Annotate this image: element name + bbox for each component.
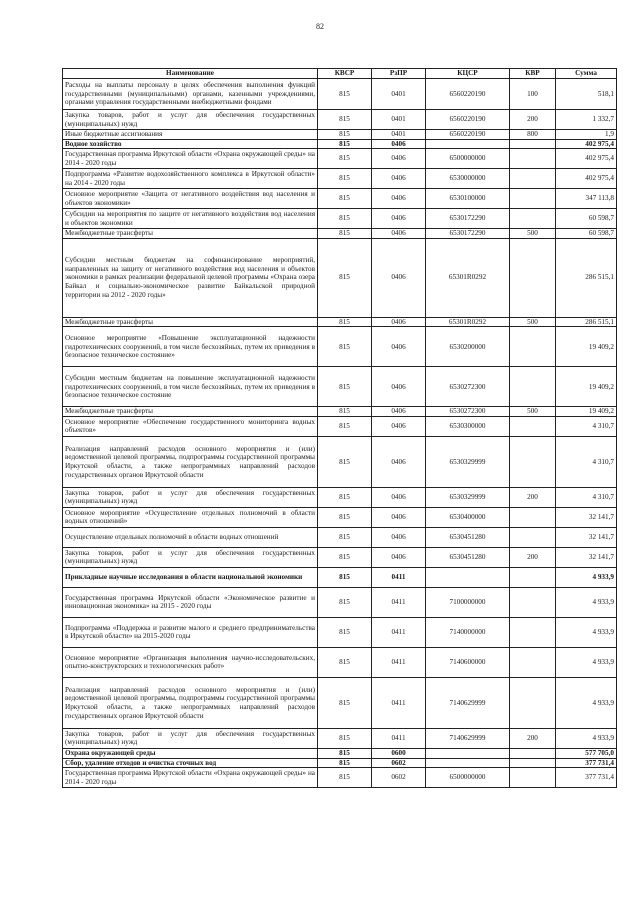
row-kvsr: 815 (318, 327, 372, 367)
row-rzpr: 0406 (372, 317, 426, 327)
row-kvr: 500 (510, 229, 556, 239)
header-kcsr: КЦСР (426, 69, 510, 79)
row-kvsr: 815 (318, 567, 372, 587)
row-kcsr (426, 567, 510, 587)
row-rzpr: 0600 (372, 748, 426, 758)
row-kcsr: 6530100000 (426, 189, 510, 209)
row-rzpr: 0406 (372, 209, 426, 229)
row-kcsr: 6530200000 (426, 327, 510, 367)
row-kcsr: 6500000000 (426, 149, 510, 169)
row-kcsr: 65301R0292 (426, 317, 510, 327)
table-row (63, 130, 617, 140)
row-sum: 32 141,7 (556, 507, 617, 527)
table-row (63, 149, 617, 169)
row-kcsr: 6560220190 (426, 79, 510, 110)
row-rzpr: 0411 (372, 617, 426, 647)
row-sum: 1 332,7 (556, 110, 617, 130)
row-rzpr: 0401 (372, 110, 426, 130)
row-name: Субсидии на мероприятия по защите от негативного воздействия вод населения и объектов экономики (63, 209, 318, 229)
row-name: Расходы на выплаты персоналу в целях обеспечения выполнения функций государственными (муниципальными) органами, казенными учреждениями, органами управления государственными внебюджетными фондами (63, 79, 318, 110)
table-row (63, 587, 617, 617)
row-name: Реализация направлений расходов основного мероприятия и (или) ведомственной целевой программы, подпрограммы государственной программы Иркутской области, а также непрограммных направлений расходов государственных органов Иркутской области (63, 677, 318, 728)
row-kcsr: 6530329999 (426, 436, 510, 487)
row-name: Основное мероприятие «Осуществление отдельных полномочий в области водных отношений» (63, 507, 318, 527)
row-sum: 4 933,9 (556, 617, 617, 647)
row-name: Подпрограмма «Поддержка и развитие малого и среднего предпринимательства в Иркутской области» на 2015-2020 годы (63, 617, 318, 647)
row-kvr: 200 (510, 547, 556, 567)
table-row (63, 748, 617, 758)
row-sum: 286 515,1 (556, 238, 617, 317)
header-name: Наименование (63, 69, 318, 79)
row-sum: 4 310,7 (556, 436, 617, 487)
row-kcsr (426, 139, 510, 149)
row-name: Государственная программа Иркутской области «Охрана окружающей среды» на 2014 - 2020 годы (63, 149, 318, 169)
row-rzpr: 0401 (372, 79, 426, 110)
row-name: Субсидии местным бюджетам на софинансирование мероприятий, направленных на защиту от негативного воздействия вод населения и объектов экономики в рамках реализации федеральной целевой программы «Охрана озера Байкал и социально-экономическое развитие Байкальской природной территории на 2012 - 2020 годы» (63, 238, 318, 317)
row-kvr (510, 189, 556, 209)
header-kvsr: КВСР (318, 69, 372, 79)
row-kvr (510, 567, 556, 587)
row-kvsr: 815 (318, 110, 372, 130)
row-rzpr: 0406 (372, 189, 426, 209)
row-kvr (510, 436, 556, 487)
row-kvr (510, 327, 556, 367)
row-sum: 1,9 (556, 130, 617, 140)
row-rzpr: 0406 (372, 407, 426, 417)
row-kvsr: 815 (318, 436, 372, 487)
row-kvr (510, 587, 556, 617)
table-row (63, 768, 617, 788)
row-name: Основное мероприятие «Организация выполнения научно-исследовательских, опытно-конструкторских и технологических работ» (63, 647, 318, 677)
row-kvsr: 815 (318, 407, 372, 417)
table-row (63, 507, 617, 527)
row-name: Осуществление отдельных полномочий в области водных отношений (63, 527, 318, 547)
row-kcsr: 6530172290 (426, 209, 510, 229)
table-row (63, 367, 617, 407)
table-row (63, 416, 617, 436)
row-rzpr: 0406 (372, 367, 426, 407)
row-name: Основное мероприятие «Защита от негативного воздействия вод населения и объектов экономики» (63, 189, 318, 209)
row-sum: 402 975,4 (556, 139, 617, 149)
row-sum: 32 141,7 (556, 547, 617, 567)
row-kvr (510, 748, 556, 758)
table-row (63, 169, 617, 189)
row-kvr: 100 (510, 79, 556, 110)
table-row (63, 487, 617, 507)
row-rzpr: 0406 (372, 149, 426, 169)
row-kvsr: 815 (318, 748, 372, 758)
row-sum: 19 409,2 (556, 367, 617, 407)
row-name: Закупка товаров, работ и услуг для обеспечения государственных (муниципальных) нужд (63, 110, 318, 130)
row-name: Межбюджетные трансферты (63, 229, 318, 239)
row-sum: 4 310,7 (556, 487, 617, 507)
row-sum: 4 933,9 (556, 567, 617, 587)
table-row (63, 527, 617, 547)
row-kvsr: 815 (318, 416, 372, 436)
row-kvsr: 815 (318, 547, 372, 567)
row-rzpr: 0406 (372, 139, 426, 149)
row-kcsr (426, 748, 510, 758)
row-kcsr: 6530000000 (426, 169, 510, 189)
row-kvr (510, 209, 556, 229)
table-row (63, 436, 617, 487)
table-row (63, 229, 617, 239)
row-kvsr: 815 (318, 130, 372, 140)
row-sum: 32 141,7 (556, 527, 617, 547)
row-kcsr: 7140000000 (426, 617, 510, 647)
row-kvsr: 815 (318, 728, 372, 748)
row-kcsr: 7140629999 (426, 677, 510, 728)
row-kvsr: 815 (318, 677, 372, 728)
row-name: Прикладные научные исследования в области национальной экономики (63, 567, 318, 587)
table-row (63, 547, 617, 567)
row-kcsr: 7140629999 (426, 728, 510, 748)
table-row (63, 327, 617, 367)
row-kvsr: 815 (318, 238, 372, 317)
row-rzpr: 0406 (372, 169, 426, 189)
row-rzpr: 0401 (372, 130, 426, 140)
row-sum: 60 598,7 (556, 229, 617, 239)
header-sum: Сумма (556, 69, 617, 79)
row-kvsr: 815 (318, 768, 372, 788)
row-sum: 377 731,4 (556, 768, 617, 788)
row-kvsr: 815 (318, 209, 372, 229)
row-rzpr: 0406 (372, 327, 426, 367)
row-rzpr: 0411 (372, 728, 426, 748)
row-rzpr: 0406 (372, 416, 426, 436)
row-name: Межбюджетные трансферты (63, 317, 318, 327)
row-rzpr: 0602 (372, 758, 426, 768)
row-kcsr: 6530400000 (426, 507, 510, 527)
row-kvr (510, 169, 556, 189)
row-name: Иные бюджетные ассигнования (63, 130, 318, 140)
row-name: Охрана окружающей среды (63, 748, 318, 758)
row-name: Государственная программа Иркутской области «Охрана окружающей среды» на 2014 - 2020 годы (63, 768, 318, 788)
row-kvsr: 815 (318, 758, 372, 768)
table-row (63, 209, 617, 229)
row-kvsr: 815 (318, 189, 372, 209)
row-sum: 19 409,2 (556, 327, 617, 367)
row-kvr (510, 677, 556, 728)
budget-table (62, 68, 617, 788)
table-row (63, 567, 617, 587)
row-kcsr: 6530272300 (426, 367, 510, 407)
table-row (63, 728, 617, 748)
row-kvsr: 815 (318, 647, 372, 677)
row-kcsr: 6530451280 (426, 547, 510, 567)
row-sum: 4 933,9 (556, 677, 617, 728)
row-kvr: 200 (510, 110, 556, 130)
row-kcsr: 6560220190 (426, 110, 510, 130)
row-kvr (510, 238, 556, 317)
row-kvr: 500 (510, 407, 556, 417)
row-rzpr: 0406 (372, 547, 426, 567)
row-kvsr: 815 (318, 229, 372, 239)
row-sum: 402 975,4 (556, 169, 617, 189)
row-sum: 60 598,7 (556, 209, 617, 229)
row-sum: 19 409,2 (556, 407, 617, 417)
row-kvsr: 815 (318, 367, 372, 407)
table-row (63, 110, 617, 130)
row-name: Основное мероприятие «Обеспечение государственного мониторинга водных объектов» (63, 416, 318, 436)
row-kvr: 200 (510, 487, 556, 507)
row-rzpr: 0602 (372, 768, 426, 788)
row-sum: 4 310,7 (556, 416, 617, 436)
row-sum: 4 933,9 (556, 728, 617, 748)
row-kvr: 200 (510, 728, 556, 748)
row-kvsr: 815 (318, 527, 372, 547)
row-kcsr (426, 758, 510, 768)
row-name: Закупка товаров, работ и услуг для обеспечения государственных (муниципальных) нужд (63, 487, 318, 507)
row-kvsr: 815 (318, 507, 372, 527)
page-number: 82 (316, 22, 324, 31)
row-kvsr: 815 (318, 149, 372, 169)
row-rzpr: 0406 (372, 487, 426, 507)
row-kvr (510, 367, 556, 407)
row-rzpr: 0411 (372, 677, 426, 728)
table-row (63, 647, 617, 677)
row-kvsr: 815 (318, 487, 372, 507)
row-name: Основное мероприятие «Повышение эксплуатационной надежности гидротехнических сооружений, в том числе бесхозяйных, путем их приведения в безопасное техническое состояние» (63, 327, 318, 367)
row-kvsr: 815 (318, 587, 372, 617)
row-sum: 377 731,4 (556, 758, 617, 768)
row-kcsr: 6530172290 (426, 229, 510, 239)
row-kvr (510, 416, 556, 436)
row-kvr (510, 758, 556, 768)
row-kvsr: 815 (318, 139, 372, 149)
row-kcsr: 6560220190 (426, 130, 510, 140)
row-kvsr: 815 (318, 79, 372, 110)
row-kvr (510, 617, 556, 647)
row-rzpr: 0406 (372, 238, 426, 317)
row-kvr (510, 527, 556, 547)
table-row (63, 139, 617, 149)
row-kcsr: 7100000000 (426, 587, 510, 617)
row-kcsr: 6500000000 (426, 768, 510, 788)
table-header-row (63, 69, 617, 79)
row-name: Водное хозяйство (63, 139, 318, 149)
table-row (63, 407, 617, 417)
row-sum: 402 975,4 (556, 149, 617, 169)
row-kvr (510, 768, 556, 788)
row-name: Реализация направлений расходов основного мероприятия и (или) ведомственной целевой программы, подпрограммы государственной программы Иркутской области, а также непрограммных направлений расходов государственных органов Иркутской области (63, 436, 318, 487)
table-row (63, 317, 617, 327)
table-row (63, 189, 617, 209)
row-kvr (510, 139, 556, 149)
row-rzpr: 0406 (372, 527, 426, 547)
row-rzpr: 0411 (372, 567, 426, 587)
table-row (63, 758, 617, 768)
row-sum: 4 933,9 (556, 587, 617, 617)
table-row (63, 79, 617, 110)
row-kcsr: 6530272300 (426, 407, 510, 417)
table-row (63, 617, 617, 647)
row-kvr: 500 (510, 317, 556, 327)
table-row (63, 677, 617, 728)
row-rzpr: 0406 (372, 229, 426, 239)
table-row (63, 238, 617, 317)
row-rzpr: 0406 (372, 507, 426, 527)
row-kcsr: 6530300000 (426, 416, 510, 436)
row-kvr: 800 (510, 130, 556, 140)
row-rzpr: 0406 (372, 436, 426, 487)
row-kcsr: 6530451280 (426, 527, 510, 547)
row-name: Межбюджетные трансферты (63, 407, 318, 417)
table-body (63, 79, 617, 788)
header-rzpr: РзПР (372, 69, 426, 79)
row-kvr (510, 507, 556, 527)
row-kvsr: 815 (318, 317, 372, 327)
row-kvsr: 815 (318, 169, 372, 189)
row-sum: 518,1 (556, 79, 617, 110)
row-sum: 4 933,9 (556, 647, 617, 677)
row-name: Государственная программа Иркутской области «Экономическое развитие и инновационная экономика» на 2015 - 2020 годы (63, 587, 318, 617)
row-kvr (510, 647, 556, 677)
row-name: Подпрограмма «Развитие водохозяйственного комплекса в Иркутской области» на 2014 - 2020 годы (63, 169, 318, 189)
row-name: Закупка товаров, работ и услуг для обеспечения государственных (муниципальных) нужд (63, 547, 318, 567)
row-sum: 347 113,8 (556, 189, 617, 209)
row-kvr (510, 149, 556, 169)
row-sum: 286 515,1 (556, 317, 617, 327)
row-name: Закупка товаров, работ и услуг для обеспечения государственных (муниципальных) нужд (63, 728, 318, 748)
row-kcsr: 65301R0292 (426, 238, 510, 317)
row-sum: 577 705,0 (556, 748, 617, 758)
row-kcsr: 6530329999 (426, 487, 510, 507)
row-rzpr: 0411 (372, 587, 426, 617)
row-kvsr: 815 (318, 617, 372, 647)
header-kvr: КВР (510, 69, 556, 79)
row-kcsr: 7140600000 (426, 647, 510, 677)
row-name: Сбор, удаление отходов и очистка сточных вод (63, 758, 318, 768)
row-rzpr: 0411 (372, 647, 426, 677)
row-name: Субсидии местным бюджетам на повышение эксплуатационной надежности гидротехнических сооружений, в том числе бесхозяйных, путем их приведения в безопасное техническое состояние (63, 367, 318, 407)
